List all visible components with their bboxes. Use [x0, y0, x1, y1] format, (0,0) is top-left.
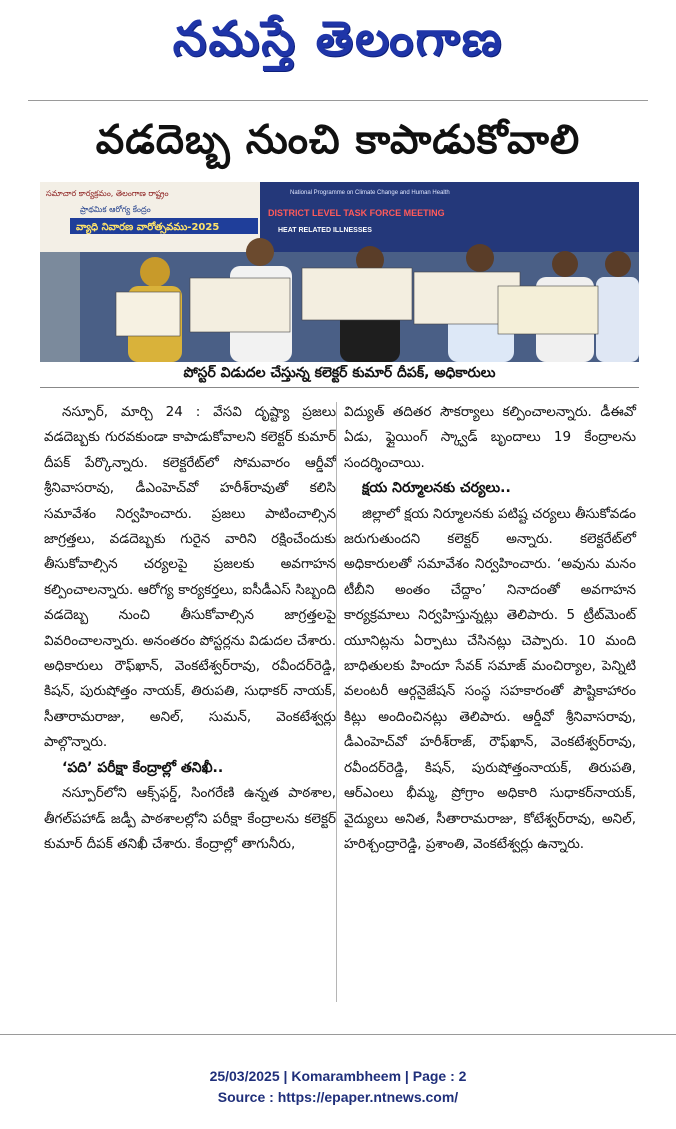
article-column-right	[344, 400, 636, 857]
article-paragraph: జిల్లాలో క్షయ నిర్మూలనకు పటిష్ట చర్యలు తీసుకోవడం జరుగుతుందని కలెక్టర్ అన్నారు. కలెక్టరేట్‌లో అధికారులతో సమావేశం నిర్వహించారు. ‘అవును మనం టీబీని అంతం చేద్దాం’ నినాదంతో అవగాహన కార్యక్రమాలు నిర్వహిస్తున్నట్లు తెలిపారు. 5 ట్రీట్‌మెంట్ యూనిట్లను ఏర్పాటు చేసినట్లు చెప్పారు. 10 మంది బాధితులకు హిందూ సేవక్ సమాజ్ మంచిర్యాల, పెన్నిటి వలంటరీ ఆర్గనైజేషన్ సంస్థ సహకారంతో పౌష్టికాహారం కిట్లు అందించినట్లు తెలిపారు. ఆర్డీవో శ్రీనివాసరావు, డీఎంహెచ్‌వో హరీశ్‌రాజ్, రౌఫ్‌ఖాన్, వెంకటేశ్వర్‌రావు, రవీందర్‌రెడ్డి, కిషన్, పురుషోత్తంనాయక్, తిరుపతి, ఆర్‌ఎంలు భీమ్మ, ప్రోగ్రాం అధికారి సుధాకర్‌నాయక్, వైద్యులు అనిత, సీతారామరాజు, కోటేశ్వర్‌రావు, అనిల్, హరిశ్చంద్రారెడ్డి, ప్రశాంతి, వెంకటేశ్వర్లు ఉన్నారు.	[344, 505, 636, 852]
footer-date-edition: 25/03/2025 | Komarambheem | Page : 2	[209, 1068, 467, 1084]
article-paragraph: నస్పూర్‌లోని ఆక్స్‌ఫర్డ్, సింగరేణి ఉన్నత పాఠశాల, తీగల్‌పహాడ్ జడ్పీ పాఠశాలల్లోని పరీక్షా కేంద్రాలను కలెక్టర్ కుమార్ దీపక్ తనిఖీ చేశారు. కేంద్రాల్లో తాగునీరు,	[44, 785, 336, 852]
banner-left-line: సమాచార కార్యక్రమం, తెలంగాణ రాష్ట్రం	[46, 189, 169, 198]
banner-right-line-1: National Programme on Climate Change and Human Health	[290, 190, 450, 196]
masthead	[0, 0, 676, 90]
event-photo-illustration	[40, 182, 639, 362]
photo-caption: పోస్టర్ విడుదల చేస్తున్న కలెక్టర్ కుమార్ దీపక్, అధికారులు	[40, 362, 639, 388]
article-column-left	[44, 400, 336, 857]
footer	[0, 1066, 676, 1108]
masthead-logo: నమస్తే తెలంగాణ	[172, 11, 504, 67]
subheading-exam-centers: ‘పది’ పరీక్షా కేంద్రాల్లో తనిఖీ..	[62, 759, 224, 776]
banner-right-line-3: HEAT RELATED ILLNESSES	[278, 227, 372, 234]
column-divider	[336, 402, 337, 1002]
bottom-divider	[0, 1034, 676, 1035]
banner-year-line: వ్యాధి నివారణ వారోత్సవము-2025	[76, 222, 220, 233]
top-divider	[28, 100, 648, 101]
article-photo	[40, 182, 639, 362]
banner-left-line-2: ప్రాథమిక ఆరోగ్య కేంద్రం	[80, 205, 151, 214]
article-headline: వడదెబ్బ నుంచి కాపాడుకోవాలి	[95, 117, 581, 163]
banner-right-line-2: DISTRICT LEVEL TASK FORCE MEETING	[268, 208, 445, 218]
article-paragraph: విద్యుత్ తదితర సౌకర్యాలు కల్పించాలన్నారు. డీఈవో ఏడు, ఫ్లైయింగ్ స్క్వాడ్ బృందాలు 19 కేంద్రాలను సందర్శించాయి.	[344, 404, 636, 471]
subheading-tb-eradication: క్షయ నిర్మూలనకు చర్యలు..	[362, 480, 511, 497]
article-paragraph: నస్పూర్, మార్చి 24 : వేసవి దృష్ట్యా ప్రజలు వడదెబ్బకు గురవకుండా కాపాడుకోవాలని కలెక్టర్ కుమార్ దీపక్ పేర్కొన్నారు. కలెక్టరేట్‌లో సోమవారం ఆర్డీవో శ్రీనివాసరావు, డీఎంహెచ్‌వో హరీశ్‌రావుతో కలిసి సమావేశం నిర్వహించారు. ప్రజలు పాటించాల్సిన జాగ్రత్తలు, వడదెబ్బకు గురైన వారిని రక్షించేందుకు తీసుకోవాల్సిన చర్యలపై ప్రజలకు అవగాహన కల్పించాలన్నారు. ఆరోగ్య కార్యకర్తలు, ఐసీడీఎస్ సిబ్బంది వడదెబ్బ నుంచి తీసుకోవాల్సిన జాగ్రత్తలపై వివరించాలన్నారు. అనంతరం పోస్టర్లను విడుదల చేశారు. అధికారులు రౌఫ్‌ఖాన్, వెంకటేశ్వర్‌రావు, రవీందర్‌రెడ్డి, కిషన్, పురుషోత్తం నాయక్, తిరుపతి, సుధాకర్ నాయక్, సీతారామరాజు, అనిల్, సుమన్, వెంకటేశ్వర్లు పాల్గొన్నారు.	[44, 404, 336, 751]
footer-source-link[interactable]: Source : https://epaper.ntnews.com/	[217, 1089, 459, 1105]
